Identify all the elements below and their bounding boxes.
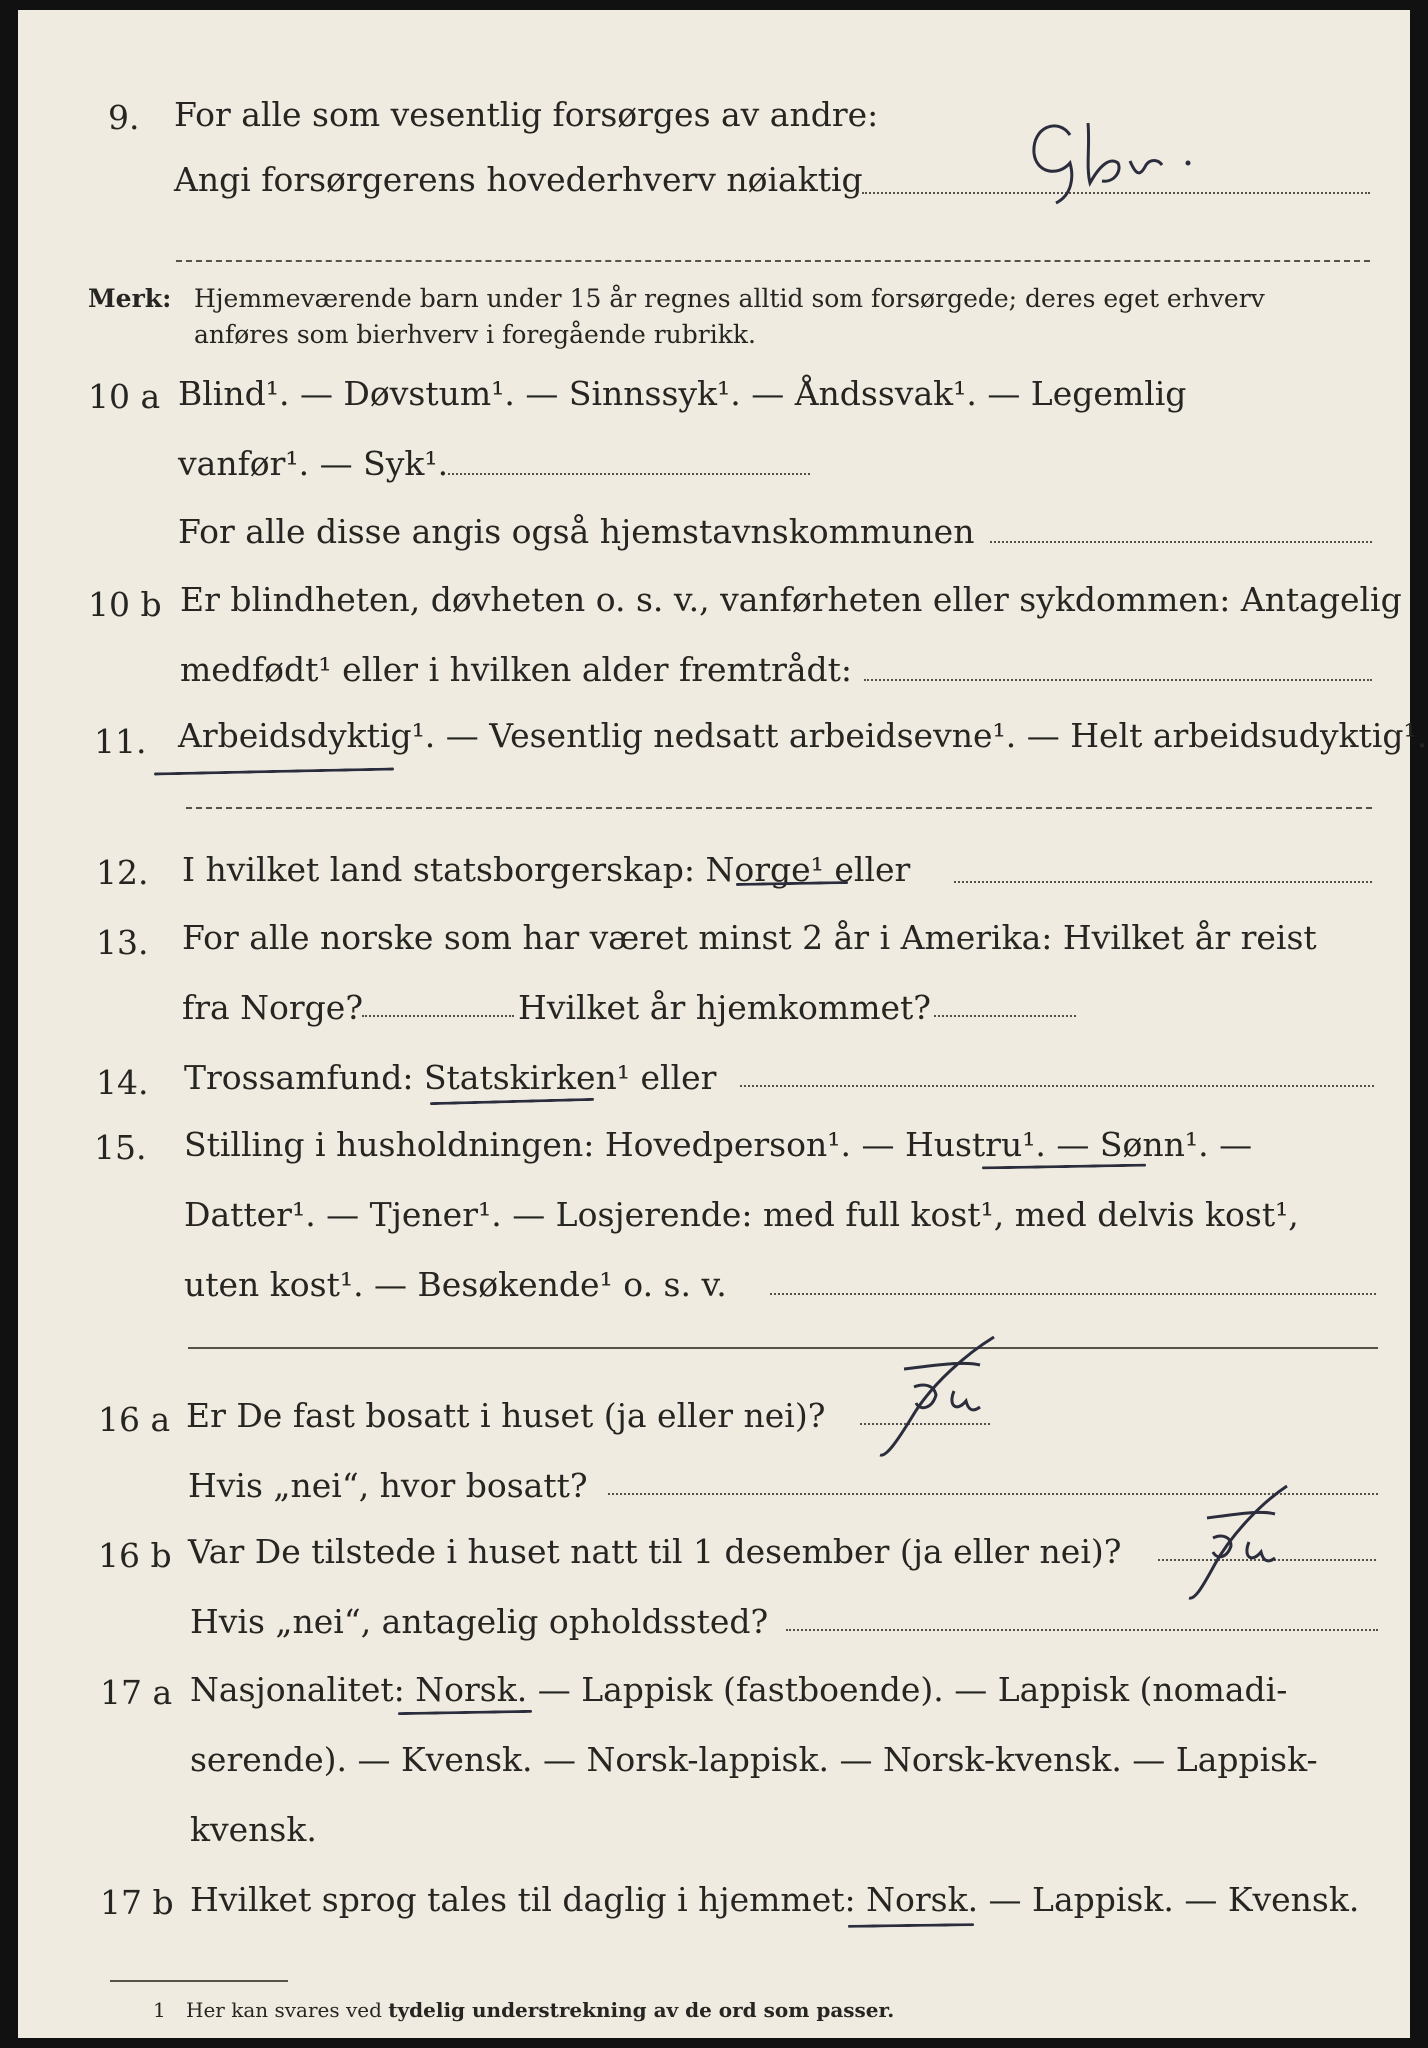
q16b-number: 16 b bbox=[98, 1536, 172, 1575]
q9-number: 9. bbox=[108, 98, 140, 137]
q16a-line1: Er De fast bosatt i huset (ja eller nei)? bbox=[186, 1396, 826, 1435]
q9-line2: Angi forsørgerens hovederhverv nøiaktig bbox=[174, 160, 863, 199]
q15-line2: Datter¹. — Tjener¹. — Losjerende: med full kost¹, med delvis kost¹, bbox=[184, 1195, 1299, 1234]
q10a-hjemstavn-line bbox=[990, 541, 1372, 543]
q10a-number: 10 a bbox=[88, 377, 161, 416]
q13-line2b: Hvilket år hjemkommet? bbox=[518, 988, 931, 1027]
q9-answer-line-2 bbox=[176, 260, 1370, 262]
merk-label: Merk: bbox=[88, 284, 172, 313]
handwritten-answer-ja bbox=[868, 1325, 1018, 1465]
q15-line3: uten kost¹. — Besøkende¹ o. s. v. bbox=[184, 1265, 727, 1304]
q13-number: 13. bbox=[96, 923, 149, 962]
q10b-line1: Er blindheten, døvheten o. s. v., vanførheten eller sykdommen: Antagelig bbox=[180, 580, 1402, 619]
q14-number: 14. bbox=[96, 1063, 149, 1102]
q17a-line1: Nasjonalitet: Norsk. — Lappisk (fastboende). — Lappisk (nomadi- bbox=[190, 1670, 1288, 1709]
q15-answer-line-2 bbox=[188, 1347, 1378, 1349]
q12-answer-line bbox=[954, 881, 1372, 883]
handwritten-answer-ja-2 bbox=[1163, 1472, 1313, 1612]
q10b-answer-line bbox=[864, 679, 1372, 681]
q10a-line2: vanfør¹. — Syk¹. bbox=[178, 444, 449, 483]
q10b-number: 10 b bbox=[88, 585, 162, 624]
q14-answer-line bbox=[740, 1085, 1374, 1087]
q14-line1: Trossamfund: Statskirken¹ eller bbox=[184, 1058, 717, 1097]
q16a-number: 16 a bbox=[98, 1400, 171, 1439]
underline-statskirken bbox=[430, 1098, 594, 1105]
q17a-line2: serende). — Kvensk. — Norsk-lappisk. — Norsk-kvensk. — Lappisk- bbox=[190, 1740, 1318, 1779]
footnote-text-a: Her kan svares ved bbox=[186, 1998, 389, 2022]
q13-reist-line bbox=[362, 1015, 514, 1017]
footnote-text bbox=[186, 1997, 894, 2023]
q11-number: 11. bbox=[94, 722, 147, 761]
q11-answer-line bbox=[186, 807, 1372, 809]
q10b-line2: medfødt¹ eller i hvilken alder fremtrådt: bbox=[180, 650, 853, 689]
footnote-rule bbox=[110, 1980, 288, 1982]
q17a-line3: kvensk. bbox=[190, 1810, 317, 1849]
footnote-mark: 1 bbox=[153, 1998, 166, 2022]
q16a-line2: Hvis „nei“, hvor bosatt? bbox=[188, 1466, 588, 1505]
merk-line2: anføres som bierhverv i foregående rubrikk. bbox=[194, 320, 756, 349]
underline-arbeidsdyktig bbox=[154, 767, 394, 775]
census-form-page bbox=[18, 10, 1428, 2038]
q10a-line3: For alle disse angis også hjemstavnskommunen bbox=[178, 512, 975, 551]
footnote-text-b: tydelig understrekning av de ord som passer. bbox=[388, 1998, 895, 2022]
q13-hjemkommet-line bbox=[934, 1015, 1076, 1017]
q17b-number: 17 b bbox=[100, 1883, 174, 1922]
handwritten-signature-gbr bbox=[1018, 105, 1218, 215]
q16b-line1: Var De tilstede i huset natt til 1 desember (ja eller nei)? bbox=[188, 1532, 1122, 1571]
q10a-answer-line bbox=[448, 473, 810, 475]
underline-norsk bbox=[398, 1710, 532, 1715]
q16b-line2: Hvis „nei“, antagelig opholdssted? bbox=[190, 1602, 769, 1641]
q10a-line1: Blind¹. — Døvstum¹. — Sinnssyk¹. — Åndssvak¹. — Legemlig bbox=[178, 374, 1187, 413]
q16b-opholdssted-line bbox=[786, 1629, 1378, 1631]
q11-line1: Arbeidsdyktig¹. — Vesentlig nedsatt arbeidsevne¹. — Helt arbeidsudyktig¹. bbox=[178, 716, 1428, 755]
underline-norsk-2 bbox=[848, 1923, 974, 1928]
q9-line1: For alle som vesentlig forsørges av andre: bbox=[174, 95, 879, 134]
q17b-line1: Hvilket sprog tales til daglig i hjemmet: Norsk. — Lappisk. — Kvensk. bbox=[190, 1880, 1360, 1919]
q15-number: 15. bbox=[94, 1128, 147, 1167]
q15-answer-line bbox=[770, 1293, 1376, 1295]
q13-line2a: fra Norge? bbox=[182, 988, 364, 1027]
merk-line1: Hjemmeværende barn under 15 år regnes alltid som forsørgede; deres eget erhverv bbox=[194, 284, 1265, 313]
q15-line1: Stilling i husholdningen: Hovedperson¹. — Hustru¹. — Sønn¹. — bbox=[184, 1125, 1253, 1164]
q12-line1: I hvilket land statsborgerskap: Norge¹ eller bbox=[182, 850, 911, 889]
q12-number: 12. bbox=[96, 853, 149, 892]
q17a-number: 17 a bbox=[100, 1673, 173, 1712]
q13-line1: For alle norske som har været minst 2 år i Amerika: Hvilket år reist bbox=[182, 918, 1317, 957]
